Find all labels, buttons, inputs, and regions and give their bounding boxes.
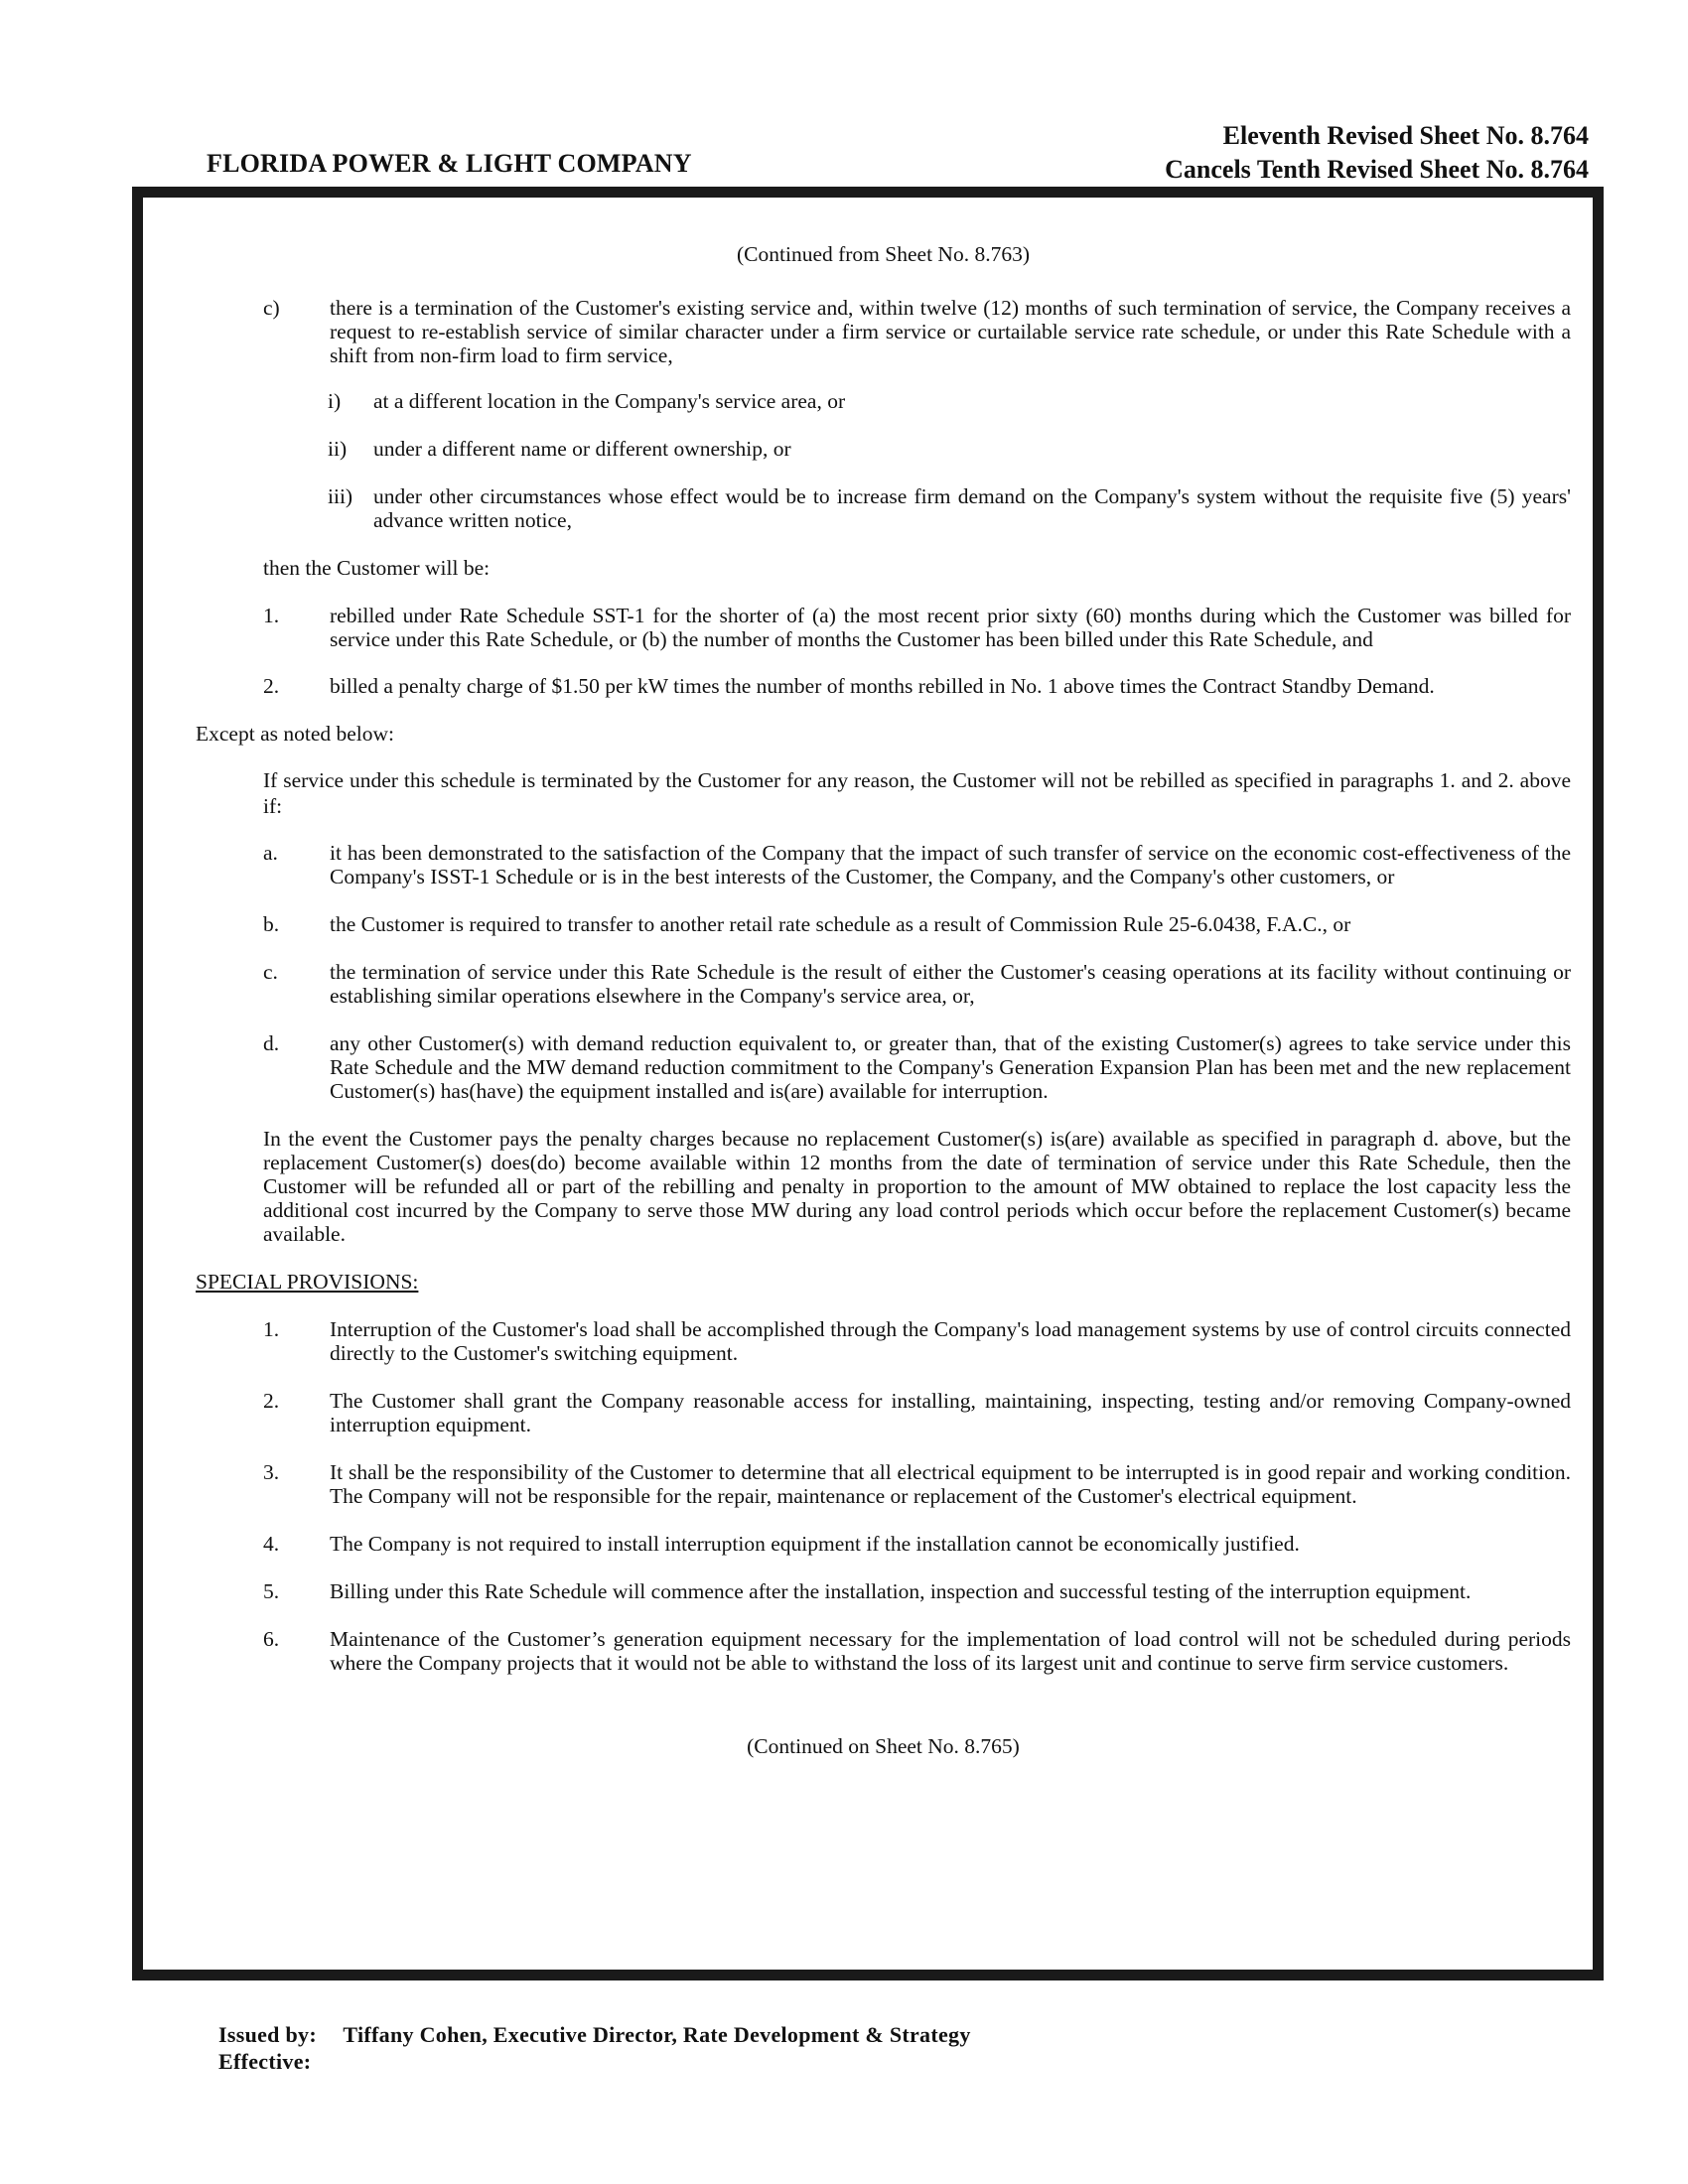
effective-label: Effective: <box>218 2049 312 2074</box>
list-text: Interruption of the Customer's load shall be accomplished through the Company's load management systems by use of control circuits connected directly to the Customer's switching equipment. <box>330 1317 1571 1365</box>
special-provisions-heading: SPECIAL PROVISIONS: <box>196 1270 419 1294</box>
roman-item <box>328 389 1571 413</box>
list-text: any other Customer(s) with demand reduction equivalent to, or greater than, that of the existing Customer(s) agrees to take service under this Rate Schedule and the MW demand reduction commitment to the Company's Generation Expansion Plan has been met and the new replacement Customer(s) has(have) the equipment installed and is(are) available for interruption. <box>330 1031 1571 1103</box>
continued-on: (Continued on Sheet No. 8.765) <box>747 1734 1020 1758</box>
list-text: The Customer shall grant the Company reasonable access for installing, maintaining, inspecting, testing and/or removing Company-owned interruption equipment. <box>330 1389 1571 1436</box>
provision-item <box>196 1389 1571 1436</box>
roman-item <box>328 437 1571 461</box>
list-label: 3. <box>263 1460 280 1484</box>
list-label: iii) <box>328 484 353 508</box>
list-text: the Customer is required to transfer to another retail rate schedule as a result of Commission Rule 25-6.0438, F.A.C., or <box>330 912 1351 936</box>
list-label: 1. <box>263 604 280 627</box>
issued-by-value: Tiffany Cohen, Executive Director, Rate Development & Strategy <box>343 2022 971 2047</box>
provision-item <box>196 1579 1571 1603</box>
roman-list <box>196 389 1571 532</box>
issued-by-line <box>218 2021 971 2048</box>
list-label: 2. <box>263 674 280 698</box>
list-text: under other circumstances whose effect would be to increase firm demand on the Company's system without the requisite five (5) years' advance written notice, <box>373 484 1571 532</box>
list-label: b. <box>263 912 280 936</box>
list-label: ii) <box>328 437 348 461</box>
list-label: d. <box>263 1031 280 1055</box>
sheet-info <box>1165 119 1589 187</box>
list-text: the termination of service under this Rate Schedule is the result of either the Customer's ceasing operations at its facility without continuing or establishing similar operations elsewhere in the Company's service area, or, <box>330 960 1571 1008</box>
exception-item <box>196 841 1571 888</box>
list-text: billed a penalty charge of $1.50 per kW times the number of months rebilled in No. 1 above times the Contract Standby Demand. <box>330 674 1435 698</box>
list-label: 1. <box>263 1317 280 1341</box>
issuance-footer <box>218 2021 971 2075</box>
provision-item <box>196 1532 1571 1556</box>
penalty-item <box>196 604 1571 651</box>
provision-item <box>196 1317 1571 1365</box>
roman-item <box>328 484 1571 532</box>
exception-item <box>196 912 1571 936</box>
list-text: It shall be the responsibility of the Customer to determine that all electrical equipment to be interrupted is in good repair and working condition. The Company will not be responsible for the repair, maintenance or replacement of the Customer's electrical equipment. <box>330 1460 1571 1508</box>
cancels-sheet-number: Cancels Tenth Revised Sheet No. 8.764 <box>1165 155 1589 184</box>
refund-paragraph: In the event the Customer pays the penalty charges because no replacement Customer(s) is(are) available as specified in paragraph d. above, but the replacement Customer(s) does(do) become available within 12 months from the date of termination of service under this Rate Schedule, then the Customer will be refunded all or part of the rebilling and penalty in proportion to the amount of MW obtained to replace the lost capacity less the additional cost incurred by the Company to serve those MW during any load control periods which occur before the replacement Customer(s) became available. <box>263 1127 1571 1246</box>
list-label: i) <box>328 389 342 413</box>
list-item-c <box>196 296 1571 367</box>
sheet-number: Eleventh Revised Sheet No. 8.764 <box>1222 121 1589 150</box>
list-label: c. <box>263 960 278 984</box>
list-label: 6. <box>263 1627 280 1651</box>
effective-line <box>218 2048 971 2075</box>
list-label: 2. <box>263 1389 280 1413</box>
list-text: at a different location in the Company's service area, or <box>373 389 846 413</box>
list-label: c) <box>263 296 280 320</box>
penalty-item <box>196 674 1571 698</box>
except-line: Except as noted below: <box>196 722 395 746</box>
exception-item <box>196 1031 1571 1103</box>
list-text: under a different name or different ownership, or <box>373 437 791 461</box>
provision-item <box>196 1460 1571 1508</box>
exception-item <box>196 960 1571 1008</box>
tariff-body <box>196 242 1571 1758</box>
list-label: 5. <box>263 1579 280 1603</box>
provision-item <box>196 1627 1571 1675</box>
then-line: then the Customer will be: <box>263 556 491 580</box>
list-text: Maintenance of the Customer’s generation equipment necessary for the implementation of load control will not be scheduled during periods where the Company projects that it would not be able to withstand the loss of its largest unit and continue to serve firm service customers. <box>330 1627 1571 1675</box>
list-text: Billing under this Rate Schedule will commence after the installation, inspection and successful testing of the interruption equipment. <box>330 1579 1472 1603</box>
list-text: rebilled under Rate Schedule SST-1 for the shorter of (a) the most recent prior sixty (60) months during which the Customer was billed for service under this Rate Schedule, or (b) the number of months the Customer has been billed under this Rate Schedule, and <box>330 604 1571 651</box>
company-name: FLORIDA POWER & LIGHT COMPANY <box>207 149 692 178</box>
if-service-paragraph: If service under this schedule is terminated by the Customer for any reason, the Customer will not be rebilled as specified in paragraphs 1. and 2. above if: <box>263 768 1571 818</box>
list-text: there is a termination of the Customer's existing service and, within twelve (12) months of such termination of service, the Company receives a request to re-establish service of similar character under a firm service or curtailable service rate schedule, or under this Rate Schedule with a shift from non-firm load to firm service, <box>330 296 1571 367</box>
list-text: The Company is not required to install interruption equipment if the installation cannot be economically justified. <box>330 1532 1300 1556</box>
continued-from: (Continued from Sheet No. 8.763) <box>737 242 1030 266</box>
list-label: a. <box>263 841 278 865</box>
issued-by-label: Issued by: <box>218 2022 317 2047</box>
list-label: 4. <box>263 1532 280 1556</box>
list-text: it has been demonstrated to the satisfaction of the Company that the impact of such transfer of service on the economic cost-effectiveness of the Company's ISST-1 Schedule or is in the best interests of the Customer, the Company, and the Company's other customers, or <box>330 841 1571 888</box>
